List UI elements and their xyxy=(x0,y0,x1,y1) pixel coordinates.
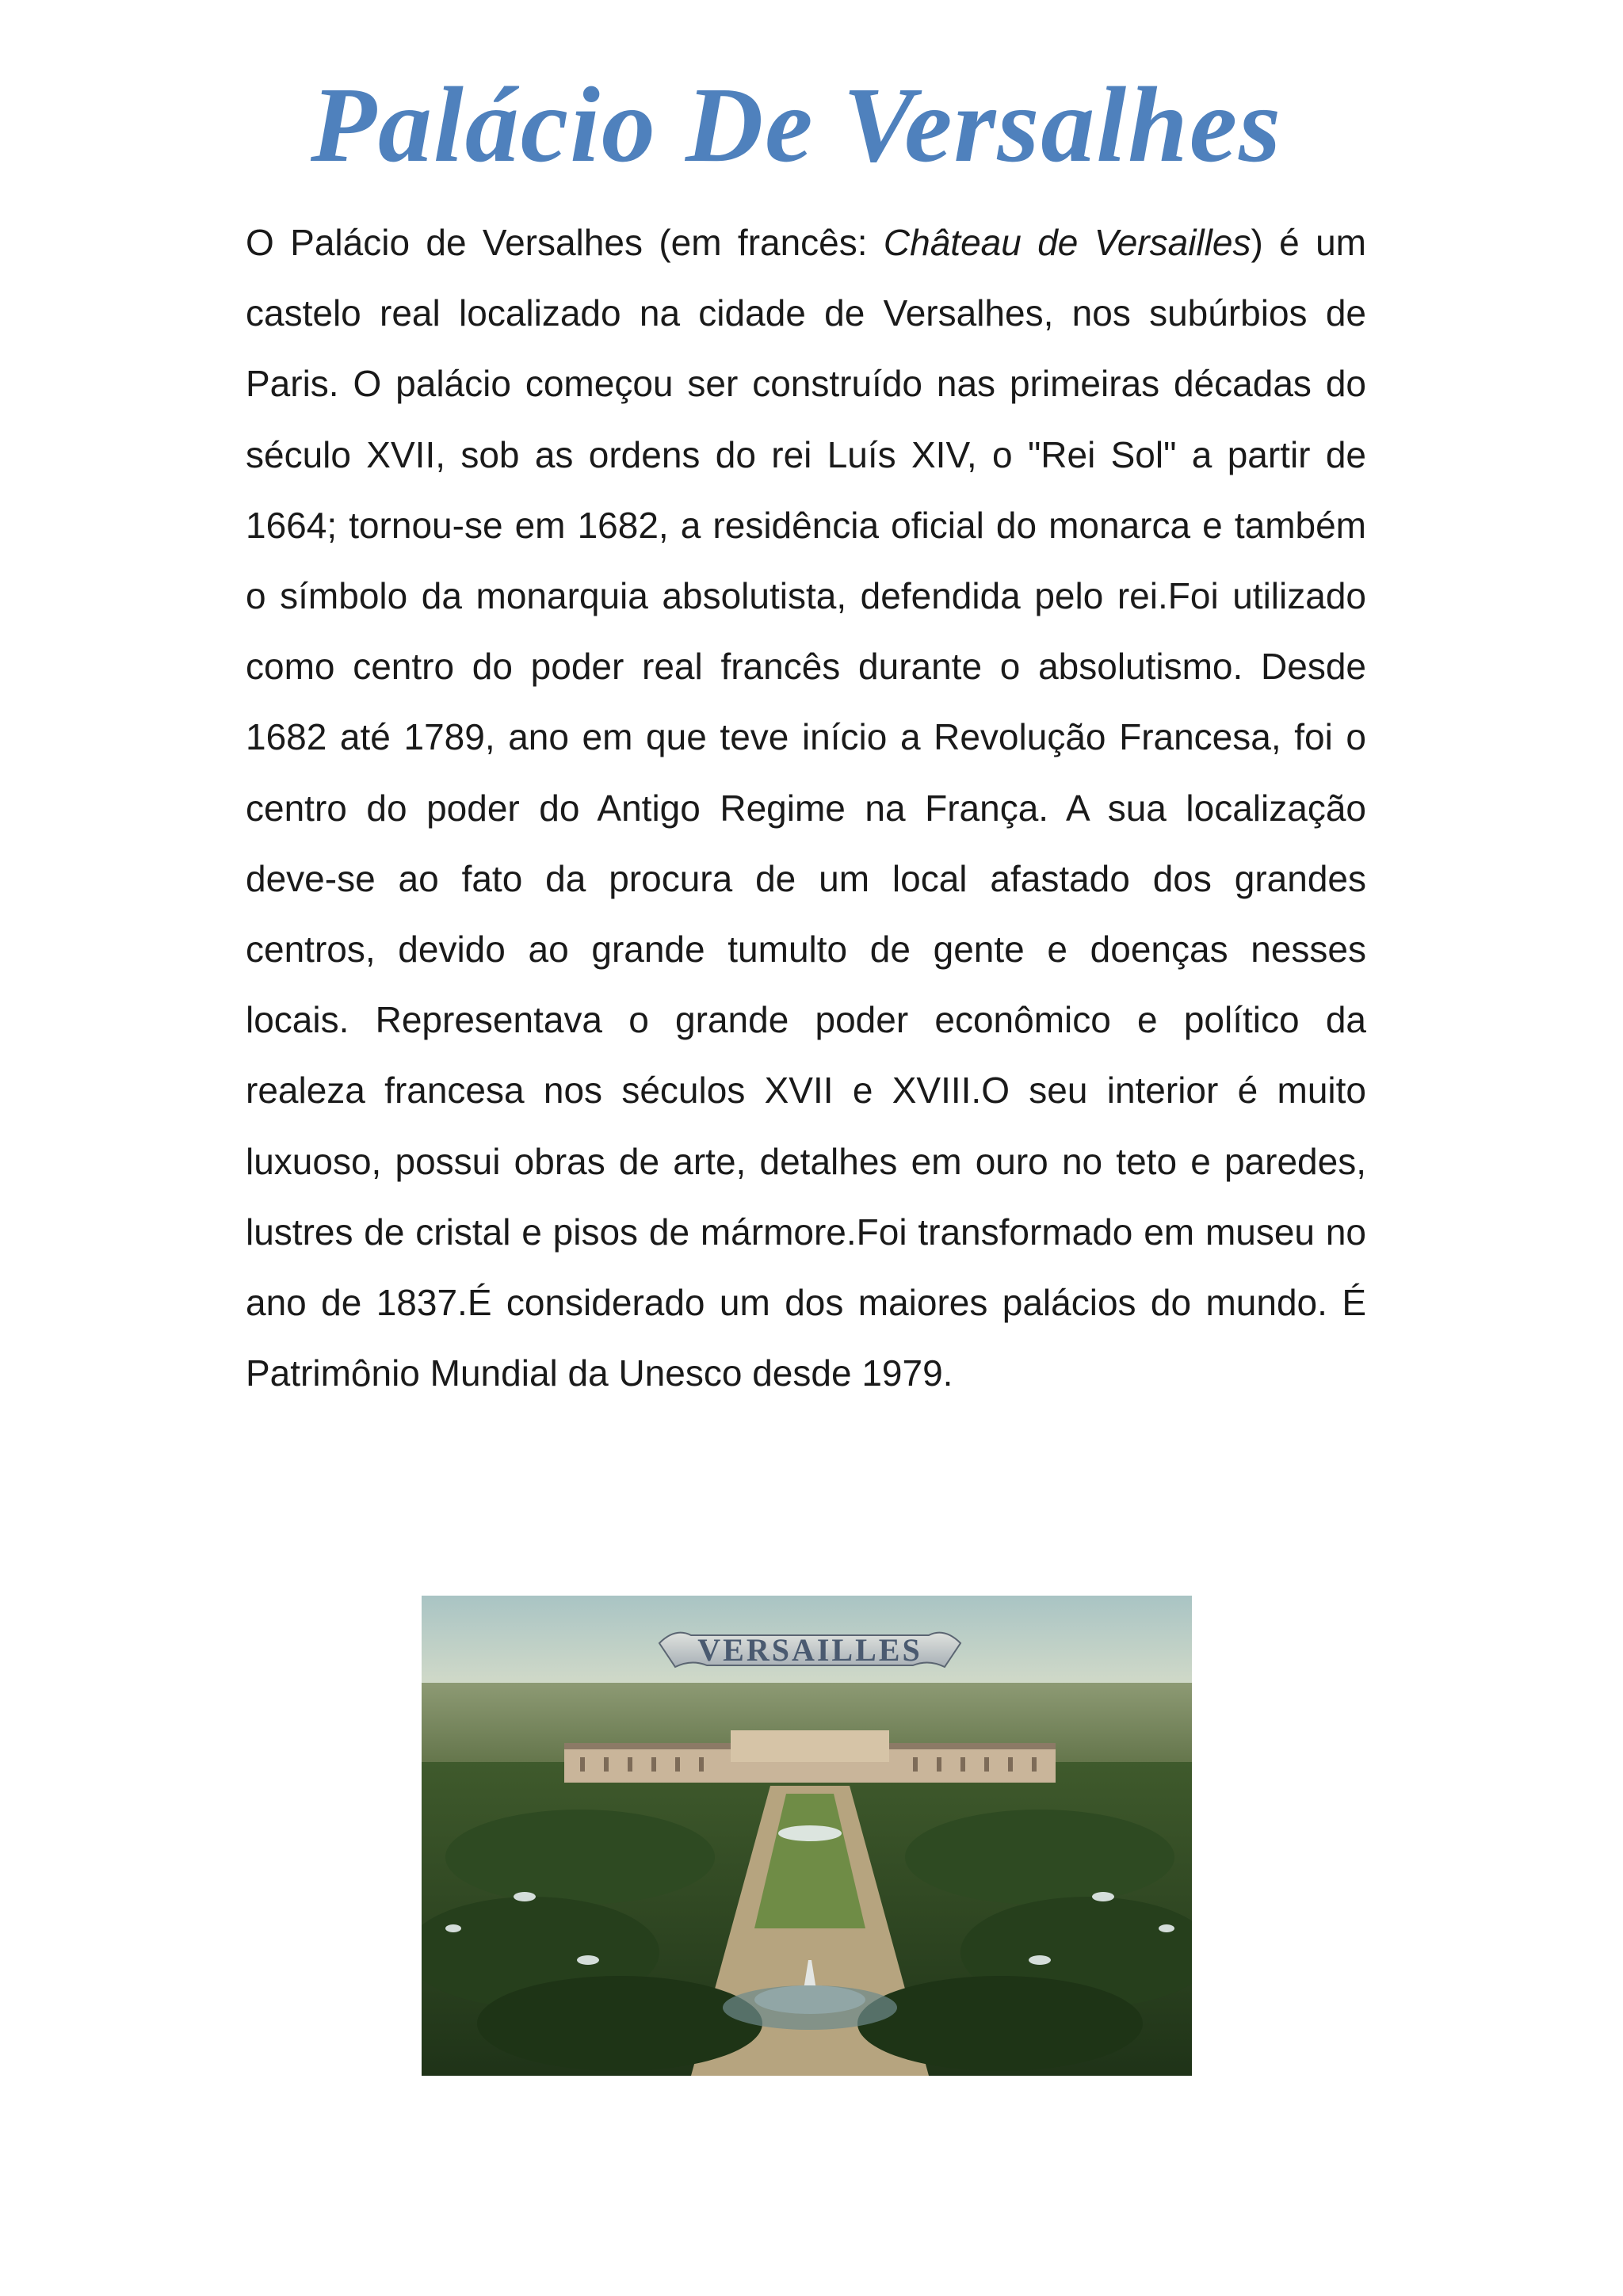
page-title: Palácio De Versalhes xyxy=(310,66,1283,185)
paragraph-text-rest: ) é um castelo real localizado na cidade de Versalhes, nos subúrbios de Paris. O palácio começou ser construído nas primeiras décadas do século XVII, sob as ordens do rei Luís XIV, o "Rei Sol" a partir de 1664; tornou-se em 1682, a residência oficial do monarca e também o símbolo da monarquia absolutista, defendida pelo rei.Foi utilizado como centro do poder real francês durante o absolutismo. Desde 1682 até 1789, ano em que teve início a Revolução Francesa, foi o centro do poder do Antigo Regime na França. A sua localização deve-se ao fato da procura de um local afastado dos grandes centros, devido ao grande tumulto de gente e doenças nesses locais. Representava o grande poder econômico e político da realeza francesa nos séculos XVII e XVIII.O seu interior é muito luxuoso, possui obras de arte, detalhes em ouro no teto e paredes, lustres de cristal e pisos de mármore.Foi transformado em museu no ano de 1837.É considerado um dos maiores palácios do mundo. É Patrimônio Mundial da Unesco desde 1979. xyxy=(246,222,1367,1394)
paragraph-italic-name: Château de Versailles xyxy=(883,222,1251,263)
versailles-painting-image xyxy=(422,1596,1192,2076)
paragraph-text-start: O Palácio de Versalhes (em francês: xyxy=(246,222,884,263)
banner-text: VERSAILLES xyxy=(697,1632,922,1668)
body-paragraph xyxy=(246,208,1366,1409)
